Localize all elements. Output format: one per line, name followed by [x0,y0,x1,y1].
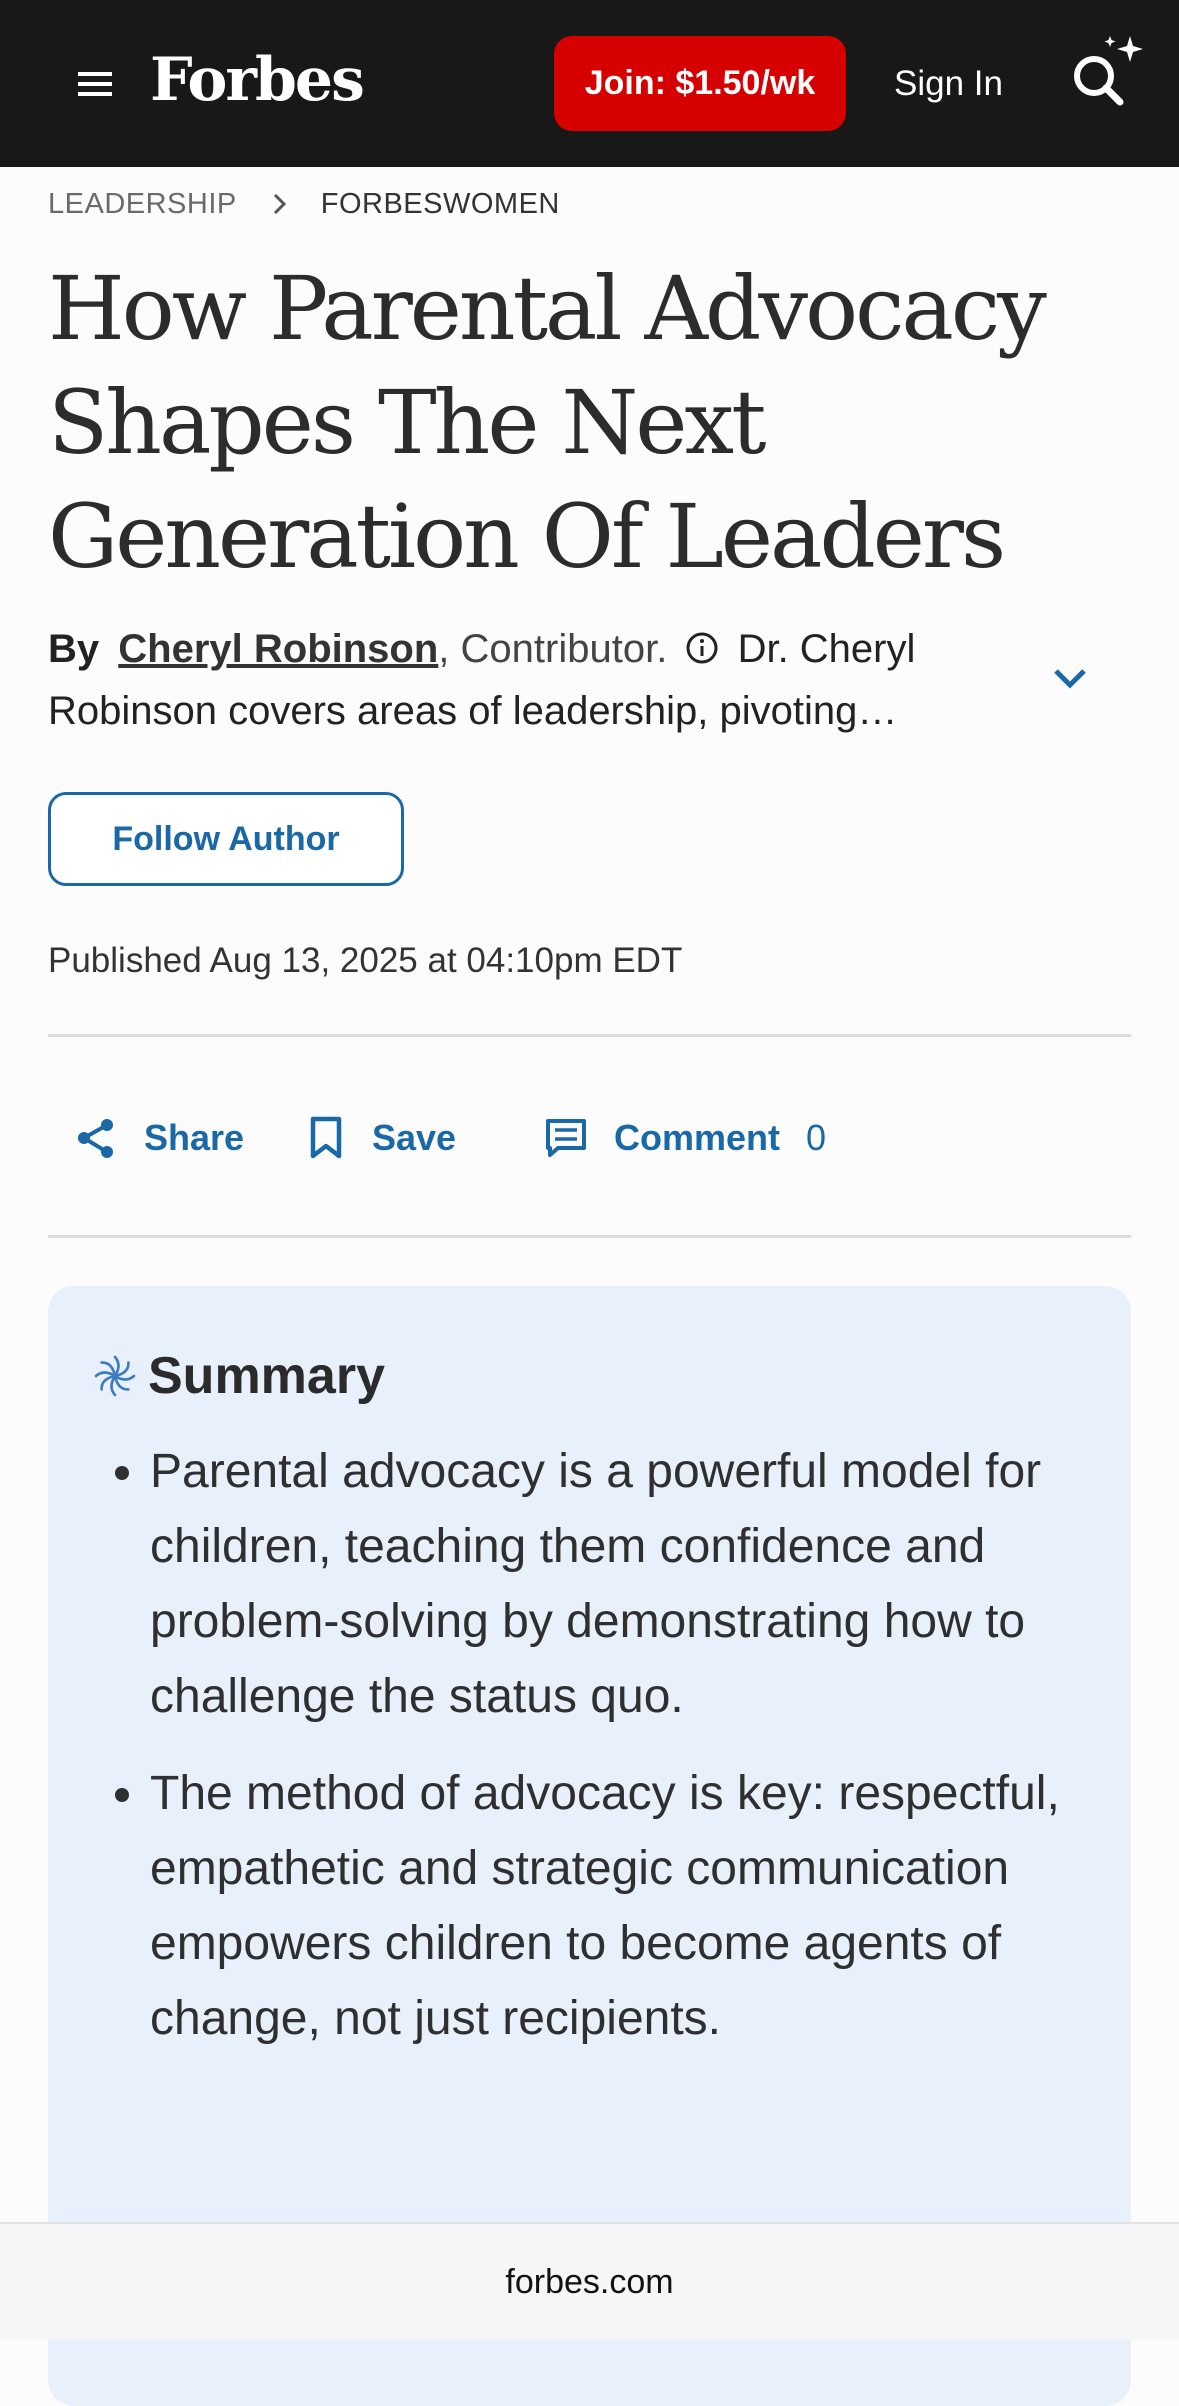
ai-search-icon[interactable] [1060,30,1150,120]
author-blurb: Dr. Cheryl Robinson covers areas of leadership, pivoting… [48,627,916,733]
divider [48,1034,1131,1037]
breadcrumb-leadership[interactable]: LEADERSHIP [48,187,237,220]
sign-in-link[interactable]: Sign In [894,64,1003,103]
save-label: Save [372,1117,457,1158]
comment-icon [544,1116,588,1160]
summary-header [92,1346,385,1406]
bookmark-icon [306,1115,346,1161]
summary-title: Summary [148,1347,385,1405]
join-subscription-button[interactable]: Join: $1.50/wk [554,36,846,131]
info-icon[interactable] [684,630,720,666]
forbes-logo[interactable]: Forbes [150,45,363,115]
divider [48,1235,1131,1238]
sparkle-spinner-icon [92,1353,138,1399]
domain-label: forbes.com [505,2262,674,2301]
published-date: Published Aug 13, 2025 at 04:10pm EDT [48,941,683,980]
share-label: Share [144,1117,245,1158]
comment-count: 0 [806,1117,827,1158]
hamburger-menu-icon[interactable] [72,62,118,106]
summary-bullet: • The method of advocacy is key: respectful, empathetic and strategic communication empowers children to become agents of change, not just recipients. [150,1756,1160,2056]
by-label: By [48,627,100,671]
author-role: , Contributor. [438,627,668,671]
breadcrumb [48,184,560,224]
follow-author-button[interactable]: Follow Author [48,792,404,886]
chevron-right-icon [267,191,293,217]
chevron-down-icon[interactable] [1046,655,1094,703]
summary-list [98,1434,1160,2078]
comment-button[interactable] [544,1110,826,1166]
top-navigation-bar [0,0,1179,167]
share-icon [74,1116,118,1160]
save-button[interactable] [306,1110,456,1166]
summary-bullet: • Parental advocacy is a powerful model for children, teaching them confidence and problem-solving by demonstrating how to challenge the status quo. [150,1434,1160,1734]
comment-label: Comment [614,1117,781,1158]
byline [48,618,1008,742]
article-title: How Parental Advocacy Shapes The Next Generation Of Leaders [48,257,1044,588]
share-button[interactable] [74,1110,244,1166]
browser-address-bar[interactable] [0,2222,1179,2340]
breadcrumb-forbeswomen[interactable]: FORBESWOMEN [320,187,560,220]
author-link[interactable]: Cheryl Robinson [118,627,439,671]
